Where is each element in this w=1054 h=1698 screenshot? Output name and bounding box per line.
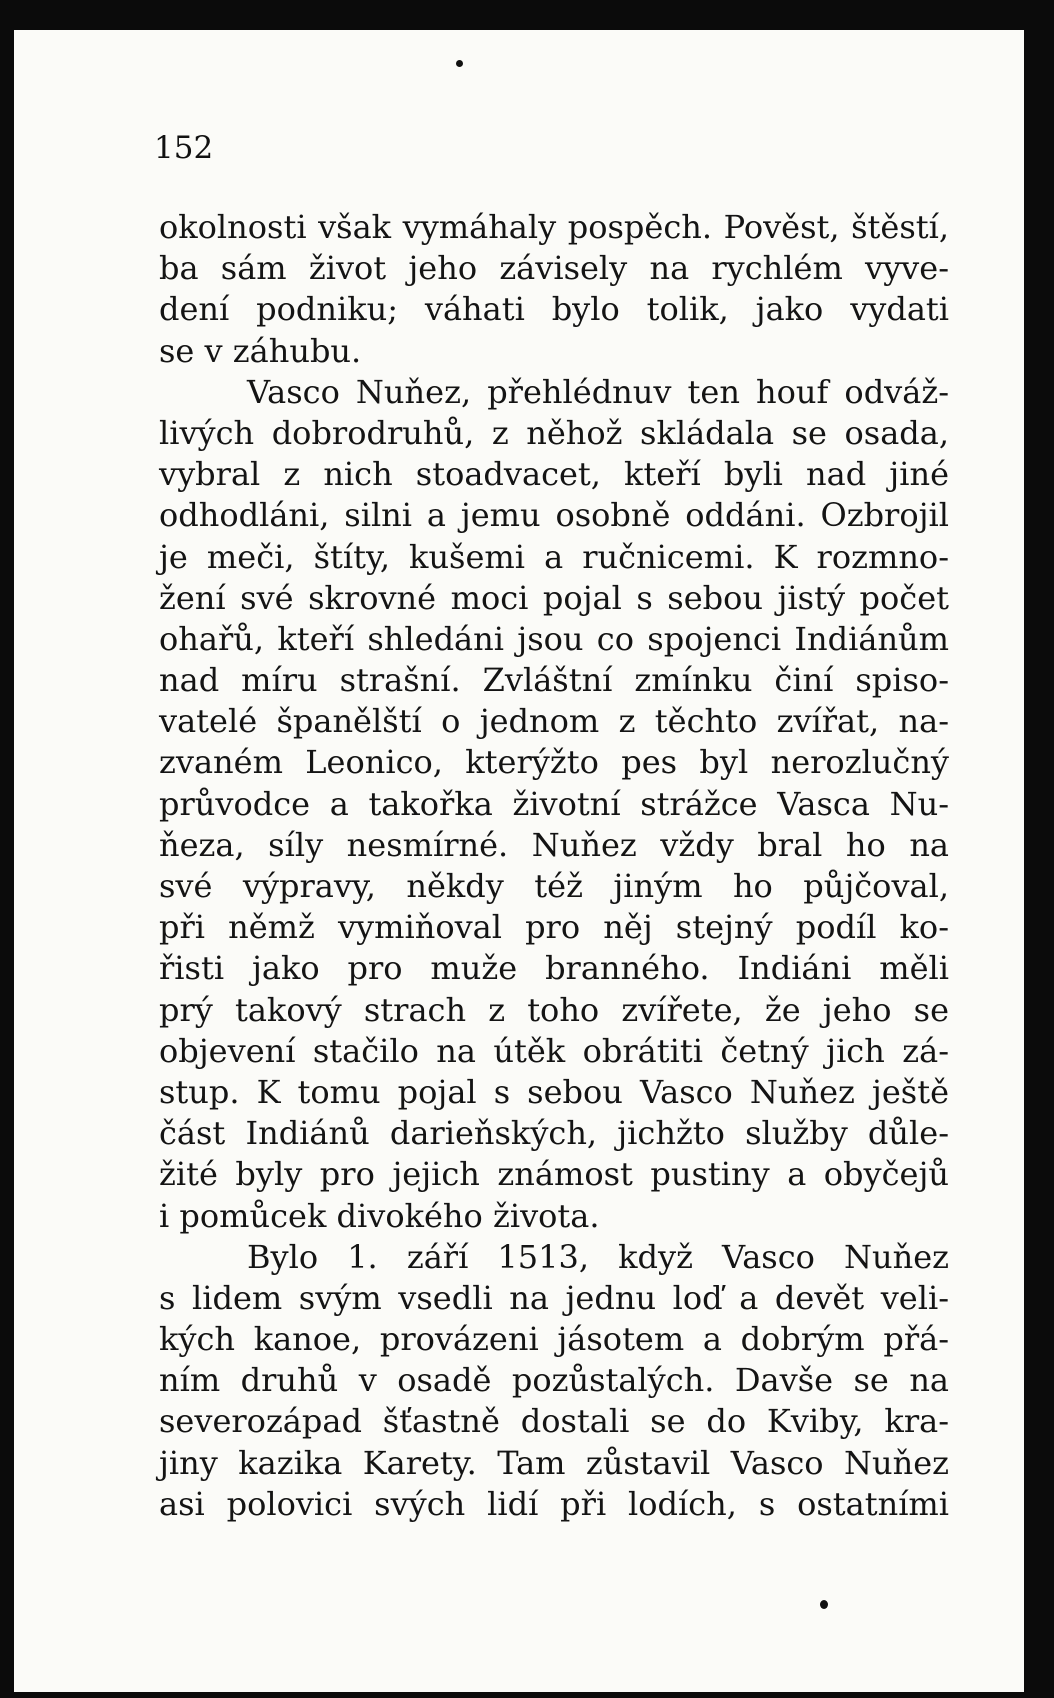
text-line: objevení stačilo na útěk obrátiti četný jich zá-	[159, 1031, 949, 1070]
text-line: Bylo 1. září 1513, když Vasco Nuňez	[247, 1237, 949, 1276]
text-line: žení své skrovné moci pojal s sebou jistý počet	[159, 578, 949, 617]
text-line: ním druhů v osadě pozůstalých. Davše se na	[159, 1361, 949, 1400]
text-line: Vasco Nuňez, přehlédnuv ten houf odváž-	[247, 372, 949, 411]
text-line: kých kanoe, provázeni jásotem a dobrým přá-	[159, 1320, 949, 1359]
text-line: asi polovici svých lidí při lodích, s ostatními	[159, 1484, 949, 1523]
ink-speck	[456, 60, 463, 67]
text-line: ohařů, kteří shledáni jsou co spojenci Indiánům	[159, 619, 949, 658]
text-line: dení podniku; váhati bylo tolik, jako vydati	[159, 290, 949, 329]
book-page	[14, 30, 1024, 1692]
text-line: okolnosti však vymáhaly pospěch. Pověst, štěstí,	[159, 208, 949, 246]
text-line: livých dobrodruhů, z něhož skládala se osada,	[159, 413, 949, 452]
text-line: vybral z nich stoadvacet, kteří byli nad jiné	[159, 455, 949, 494]
text-line: odhodláni, silni a jemu osobně oddáni. Ozbrojil	[159, 496, 949, 535]
text-line: ňeza, síly nesmírné. Nuňez vždy bral ho na	[159, 825, 949, 864]
text-line: řisti jako pro muže branného. Indiáni měli	[159, 949, 949, 988]
text-line: jiny kazika Karety. Tam zůstavil Vasco Nuňez	[159, 1443, 949, 1482]
text-line: při němž vymiňoval pro něj stejný podíl ko-	[159, 908, 949, 947]
text-line: s lidem svým vsedli na jednu loď a devět veli-	[159, 1278, 949, 1317]
text-line: stup. K tomu pojal s sebou Vasco Nuňez ještě	[159, 1072, 949, 1111]
page-number: 152	[154, 130, 214, 166]
text-line: severozápad šťastně dostali se do Kviby, kra-	[159, 1402, 949, 1441]
text-line: část Indiánů darieňských, jichžto služby důle-	[159, 1114, 949, 1153]
text-line: prý takový strach z toho zvířete, že jeho se	[159, 990, 949, 1029]
text-line: zvaném Leonico, kterýžto pes byl nerozlučný	[159, 743, 949, 782]
text-line: je meči, štíty, kušemi a ručnicemi. K rozmno-	[159, 537, 949, 576]
text-line: žité byly pro jejich známost pustiny a obyčejů	[159, 1155, 949, 1194]
text-line: i pomůcek divokého života.	[159, 1196, 600, 1235]
body-text	[159, 207, 949, 1525]
text-line: ba sám život jeho závisely na rychlém vyve-	[159, 249, 949, 288]
ink-speck	[820, 1600, 828, 1609]
text-line: průvodce a takořka životní strážce Vasca Nu-	[159, 784, 949, 823]
text-line: se v záhubu.	[159, 331, 362, 370]
text-line: nad míru strašní. Zvláštní zmínku činí spiso-	[159, 661, 949, 700]
text-line: své výpravy, někdy též jiným ho půjčoval,	[159, 867, 949, 905]
text-line: vatelé španělští o jednom z těchto zvířat, na-	[159, 702, 949, 741]
